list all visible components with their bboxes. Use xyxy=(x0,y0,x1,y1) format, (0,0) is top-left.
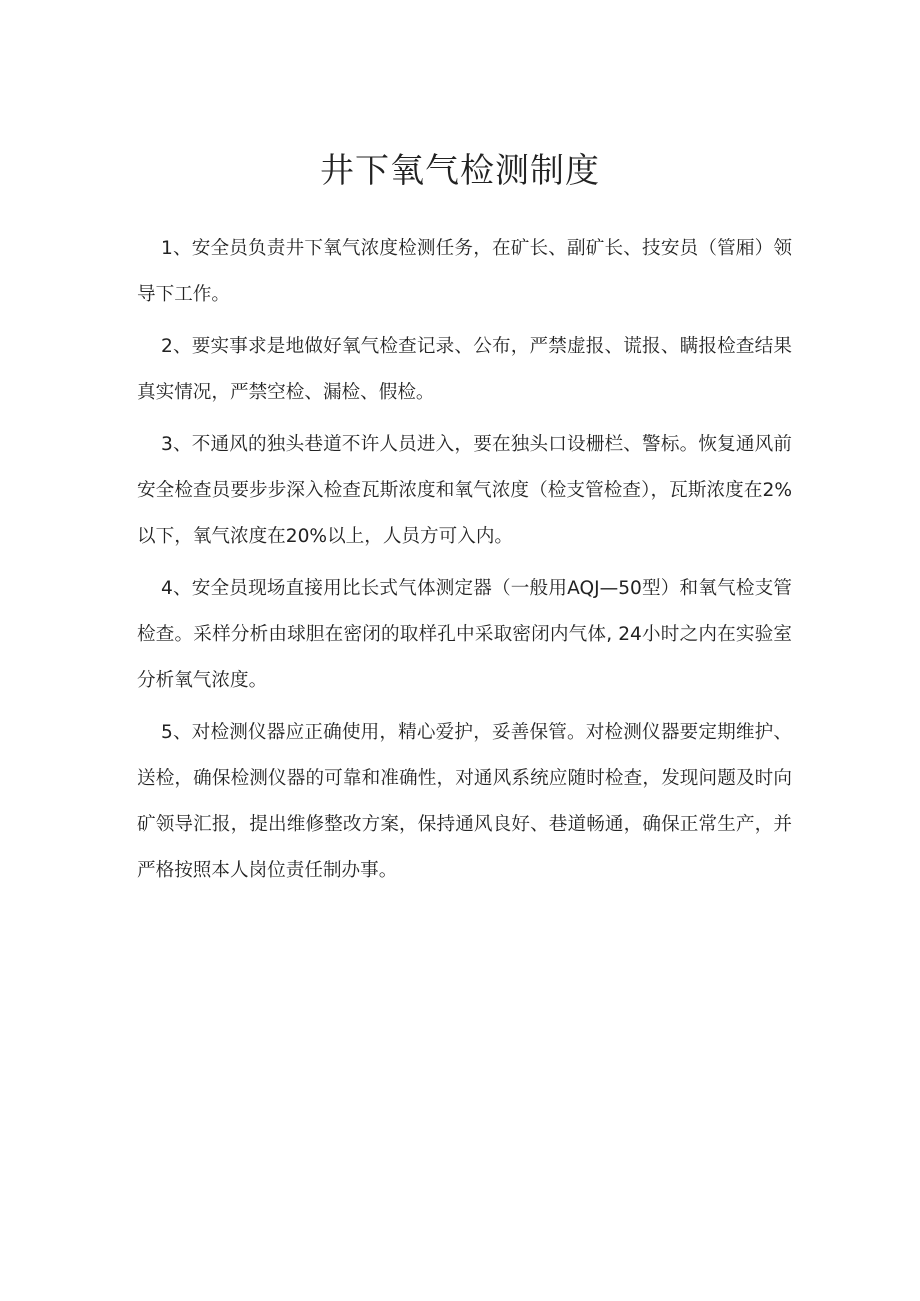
paragraph-5: 5、对检测仪器应正确使用，精心爱护，妥善保管。对检测仪器要定期维护、送检，确保检测仪器的可靠和准确性，对通风系统应随时检查，发现问题及时向矿领导汇报，提出维修整改方案，保持通风良好、巷道畅通，确保正常生产，并严格按照本人岗位责任制办事。 xyxy=(137,722,792,881)
page-title: 井下氧气检测制度 xyxy=(320,151,600,191)
document-body xyxy=(137,226,792,900)
paragraph-2: 2、要实事求是地做好氧气检查记录、公布，严禁虚报、谎报、瞒报检查结果真实情况，严禁空检、漏检、假检。 xyxy=(137,336,792,403)
paragraph-3: 3、不通风的独头巷道不许人员进入，要在独头口设栅栏、警标。恢复通风前安全检查员要步步深入检查瓦斯浓度和氧气浓度（检支管检查），瓦斯浓度在2%以下，氧气浓度在20%以上，人员方可入内。 xyxy=(137,434,792,547)
paragraph-1: 1、安全员负责井下氧气浓度检测任务，在矿长、副矿长、技安员（管厢）领导下工作。 xyxy=(137,238,792,305)
paragraph-4: 4、安全员现场直接用比长式气体测定器（一般用AQJ—50型）和氧气检支管检查。采样分析由球胆在密闭的取样孔中采取密闭内气体, 24小时之内在实验室分析氧气浓度。 xyxy=(137,578,792,691)
